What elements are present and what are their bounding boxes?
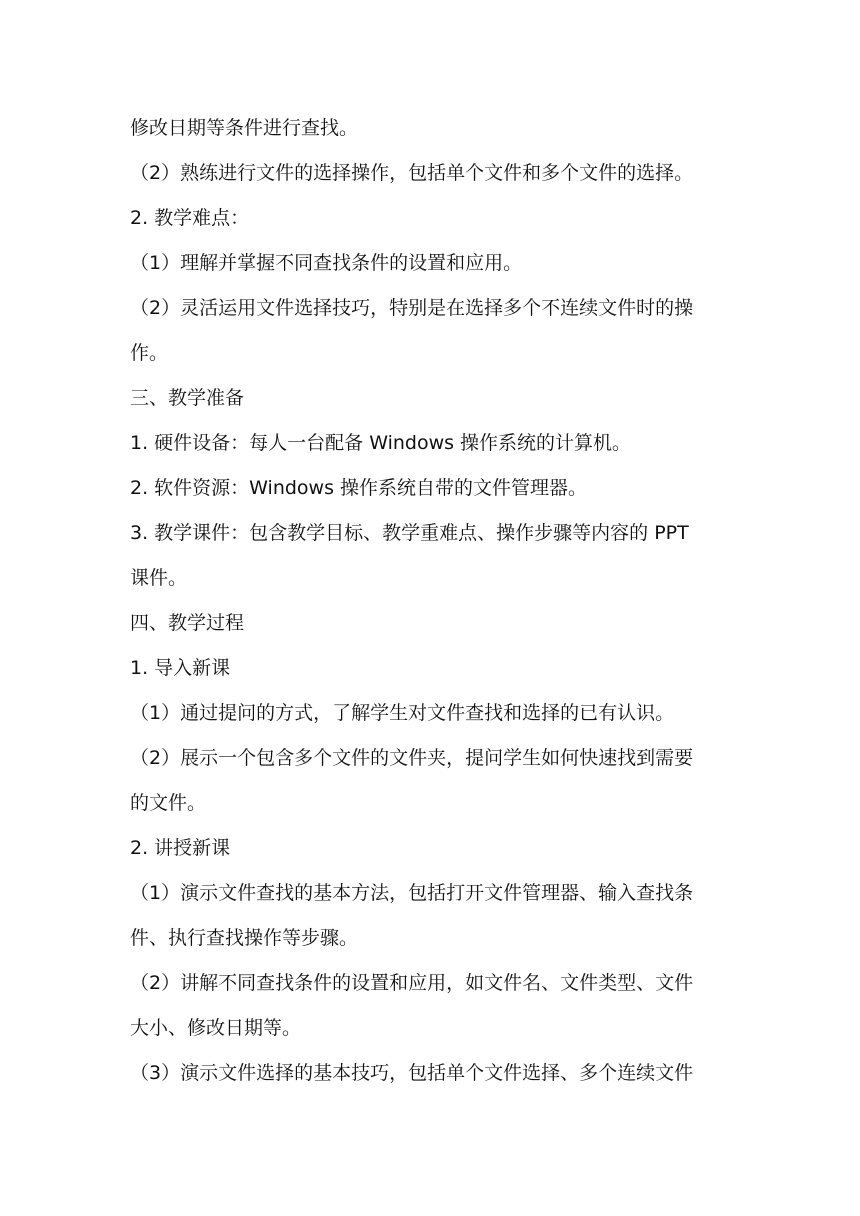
text-line: （1）演示文件查找的基本方法，包括打开文件管理器、输入查找条 [130, 882, 694, 904]
text-line: 修改日期等条件进行查找。 [130, 117, 359, 139]
text-line: （2）讲解不同查找条件的设置和应用，如文件名、文件类型、文件 [130, 972, 694, 994]
text-line: （2）灵活运用文件选择技巧，特别是在选择多个不连续文件时的操 [130, 297, 694, 319]
text-line: （2）展示一个包含多个文件的文件夹，提问学生如何快速找到需要 [130, 747, 694, 769]
text-line: 课件。 [130, 567, 188, 589]
text-line: 2. 软件资源：Windows 操作系统自带的文件管理器。 [130, 477, 588, 499]
section-heading: 2. 讲授新课 [130, 837, 231, 859]
text-line: （2）熟练进行文件的选择操作，包括单个文件和多个文件的选择。 [130, 162, 694, 184]
section-heading: 三、教学准备 [130, 387, 245, 409]
text-line: 1. 硬件设备：每人一台配备 Windows 操作系统的计算机。 [130, 432, 632, 454]
text-line: 3. 教学课件：包含教学目标、教学重难点、操作步骤等内容的 PPT [130, 522, 689, 544]
text-line: （3）演示文件选择的基本技巧，包括单个文件选择、多个连续文件 [130, 1062, 694, 1084]
section-heading: 1. 导入新课 [130, 657, 231, 679]
section-heading: 四、教学过程 [130, 612, 245, 634]
section-heading: 2. 教学难点： [130, 207, 250, 229]
text-line: （1）理解并掌握不同查找条件的设置和应用。 [130, 252, 523, 274]
text-line: 作。 [130, 342, 169, 364]
text-line: （1）通过提问的方式，了解学生对文件查找和选择的已有认识。 [130, 702, 675, 724]
text-line: 件、执行查找操作等步骤。 [130, 927, 359, 949]
text-line: 大小、修改日期等。 [130, 1017, 302, 1039]
text-line: 的文件。 [130, 792, 207, 814]
